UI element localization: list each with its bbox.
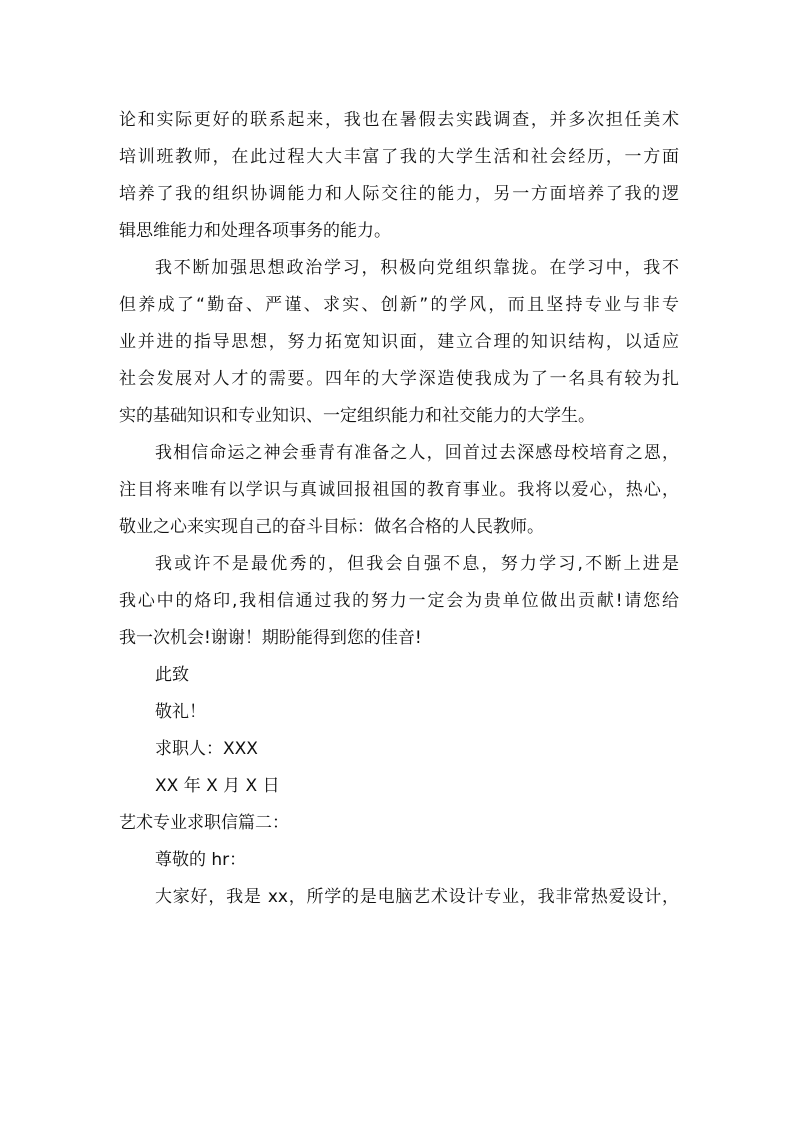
paragraph-line: 社会发展对人才的需要。四年的大学深造使我成为了一名具有较为扎 — [119, 369, 679, 389]
paragraph-line: 我不断加强思想政治学习，积极向党组织靠拢。在学习中，我不 — [155, 258, 679, 278]
paragraph-line: 大家好，我是 xx，所学的是电脑艺术设计专业，我非常热爱设计， — [155, 887, 679, 907]
paragraph-line: 业并进的指导思想，努力拓宽知识面，建立合理的知识结构，以适应 — [119, 332, 679, 352]
applicant-signature: 求职人：XXX — [155, 739, 258, 759]
greeting: 尊敬的 hr： — [155, 850, 247, 870]
paragraph-line: 我心中的烙印,我相信通过我的努力一定会为贵单位做出贡献!请您给 — [119, 591, 679, 611]
paragraph-line: 敬业之心来实现自己的奋斗目标：做名合格的人民教师。 — [119, 517, 544, 537]
closing-salutation: 此致 — [155, 665, 189, 685]
paragraph-line: 我或许不是最优秀的，但我会自强不息，努力学习,不断上进是 — [155, 554, 679, 574]
paragraph-line: 辑思维能力和处理各项事务的能力。 — [119, 221, 391, 241]
paragraph-line: 培养了我的组织协调能力和人际交往的能力，另一方面培养了我的逻 — [119, 184, 679, 204]
paragraph-line: 注目将来唯有以学识与真诚回报祖国的教育事业。我将以爱心，热心， — [119, 480, 679, 500]
letter-date: XX 年 X 月 X 日 — [155, 776, 280, 796]
paragraph-line: 实的基础知识和专业知识、一定组织能力和社交能力的大学生。 — [119, 406, 595, 426]
paragraph-line: 论和实际更好的联系起来，我也在暑假去实践调查，并多次担任美术 — [119, 110, 679, 130]
section-heading: 艺术专业求职信篇二： — [119, 813, 289, 833]
letter-body — [119, 102, 679, 916]
paragraph-line: 我一次机会!谢谢！期盼能得到您的佳音! — [119, 628, 422, 648]
closing-regards: 敬礼！ — [155, 702, 206, 722]
paragraph-line: 培训班教师，在此过程大大丰富了我的大学生活和社会经历，一方面 — [119, 147, 679, 167]
paragraph-line: 但养成了“勤奋、严谨、求实、创新”的学风，而且坚持专业与非专 — [119, 295, 679, 315]
paragraph-line: 我相信命运之神会垂青有准备之人，回首过去深感母校培育之恩， — [155, 443, 679, 463]
